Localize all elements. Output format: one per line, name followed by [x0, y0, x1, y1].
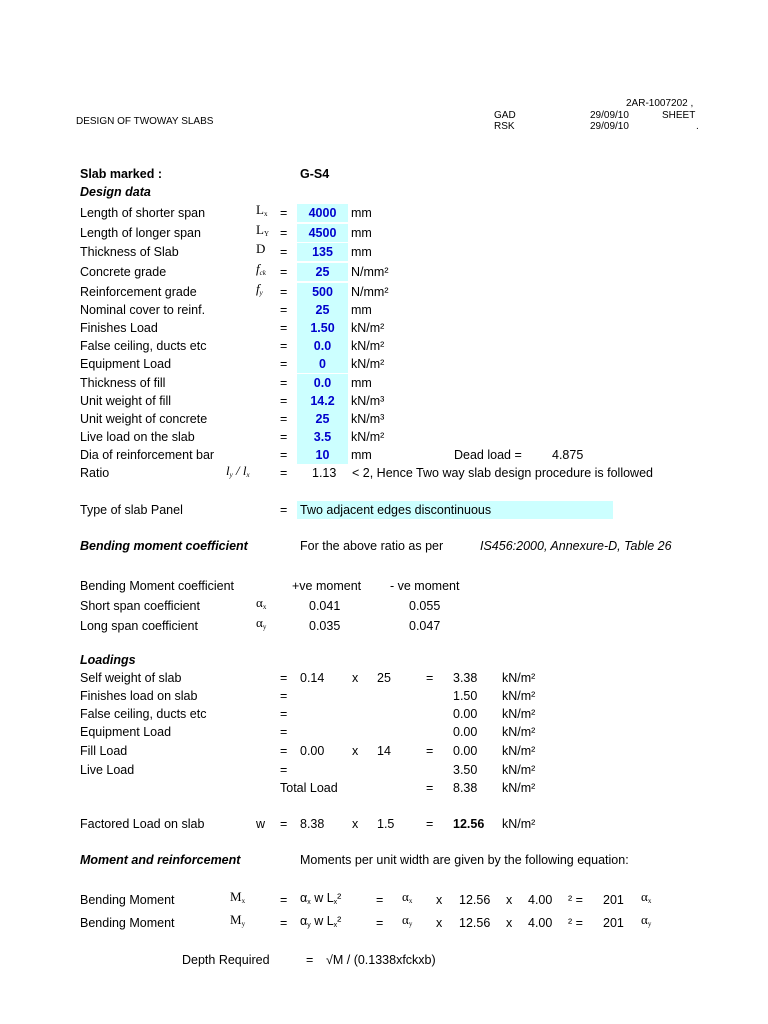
- moment-times-1: x: [436, 893, 443, 907]
- design-row-label: Dia of reinforcement bar: [80, 448, 215, 462]
- moment-symbol: [230, 889, 245, 905]
- design-row-equals: =: [280, 303, 288, 317]
- symbol-subscript: x: [263, 210, 268, 218]
- factored-load-b: 1.5: [377, 817, 395, 831]
- alpha-subscript: x: [408, 897, 413, 905]
- symbol-subscript: y: [259, 289, 263, 297]
- loading-label: Finishes load on slab: [80, 689, 198, 703]
- design-input-cell[interactable]: 3.5: [297, 428, 348, 446]
- coefficient-label: Long span coefficient: [80, 619, 198, 633]
- loading-label: Live Load: [80, 763, 135, 777]
- loading-times: x: [352, 744, 359, 758]
- loading-value: 0.00: [453, 744, 478, 758]
- loading-equals: =: [280, 689, 288, 703]
- design-row-equals: =: [280, 448, 288, 462]
- depth-required-label: Depth Required: [182, 953, 270, 967]
- loading-factor-b: 25: [377, 671, 391, 685]
- loading-unit: kN/m²: [502, 689, 536, 703]
- alpha-main: α: [641, 912, 648, 927]
- loading-factor-a: 0.00: [300, 744, 325, 758]
- depth-required-formula: √M / (0.1338xfckxb): [326, 953, 436, 967]
- factored-load-equals: =: [280, 817, 288, 831]
- loading-times: x: [352, 671, 359, 685]
- design-row-label: Live load on the slab: [80, 430, 195, 444]
- loading-label: Self weight of slab: [80, 671, 182, 685]
- moment-formula: [300, 891, 341, 906]
- alpha-main: α: [402, 889, 409, 904]
- moment-span: 4.00: [528, 916, 553, 930]
- factored-load-symbol: w: [256, 817, 266, 831]
- coefficient-label: Short span coefficient: [80, 599, 200, 613]
- formula-square: ²: [337, 914, 342, 928]
- alpha-main: α: [641, 889, 648, 904]
- moment-equals-2: =: [376, 916, 384, 930]
- total-load-label: Total Load: [280, 781, 338, 795]
- design-row-equals: =: [280, 206, 288, 220]
- design-input-cell[interactable]: 0.0: [297, 374, 348, 392]
- loading-unit: kN/m²: [502, 707, 536, 721]
- design-row-unit: mm: [351, 376, 372, 390]
- symbol-main: D: [256, 241, 266, 256]
- moment-span: 4.00: [528, 893, 553, 907]
- design-row-unit: kN/m²: [351, 357, 385, 371]
- negative-moment-header: - ve moment: [390, 579, 460, 593]
- design-row-unit: mm: [351, 303, 372, 317]
- alpha-symbol: [256, 615, 266, 631]
- moment-subscript: y: [241, 920, 246, 928]
- positive-moment-header: +ve moment: [292, 579, 362, 593]
- alpha-subscript: y: [408, 920, 413, 928]
- design-row-equals: =: [280, 357, 288, 371]
- alpha-main: α: [256, 615, 263, 630]
- moment-alpha: [402, 912, 412, 928]
- moment-times-2: x: [506, 893, 513, 907]
- design-row-label: Thickness of Slab: [80, 245, 179, 259]
- design-row-label: Thickness of fill: [80, 376, 166, 390]
- symbol-subscript: Y: [263, 230, 270, 238]
- positive-coefficient: 0.035: [309, 619, 341, 633]
- reference-number: 2AR-1007202 ,: [626, 98, 694, 109]
- design-row-equals: =: [280, 245, 288, 259]
- factored-load-unit: kN/m²: [502, 817, 536, 831]
- loading-equals-2: =: [426, 671, 434, 685]
- bmc-heading: Bending moment coefficient: [80, 539, 248, 553]
- moment-main: M: [230, 889, 242, 904]
- design-row-unit: mm: [351, 245, 372, 259]
- result-alpha: [641, 889, 651, 905]
- moment-times-2: x: [506, 916, 513, 930]
- panel-type-label: Type of slab Panel: [80, 503, 183, 517]
- moment-formula: [300, 914, 341, 929]
- loading-factor-a: 0.14: [300, 671, 325, 685]
- moment-square-equals: ² =: [568, 916, 583, 930]
- loading-factor-b: 14: [377, 744, 391, 758]
- loading-equals-2: =: [426, 744, 434, 758]
- negative-coefficient: 0.047: [409, 619, 441, 633]
- design-row-label: Nominal cover to reinf.: [80, 303, 206, 317]
- alpha-main: α: [256, 595, 263, 610]
- design-row-unit: kN/m²: [351, 339, 385, 353]
- loadings-heading: Loadings: [80, 653, 136, 667]
- alpha-subscript: x: [262, 603, 267, 611]
- formula-l-subscript: x: [333, 899, 338, 906]
- loading-unit: kN/m²: [502, 671, 536, 685]
- bending-moment-label: Bending Moment: [80, 916, 175, 930]
- moment-subscript: x: [241, 897, 246, 905]
- formula-alpha-subscript: y: [307, 922, 311, 929]
- design-input-cell[interactable]: 4000: [297, 204, 348, 222]
- ratio-note: < 2, Hence Two way slab design procedure is followed: [352, 466, 653, 480]
- loading-equals: =: [280, 671, 288, 685]
- moment-load: 12.56: [459, 916, 491, 930]
- formula-alpha: α: [300, 891, 308, 905]
- design-row-equals: =: [280, 339, 288, 353]
- ratio-equals: =: [280, 466, 288, 480]
- panel-type-value: Two adjacent edges discontinuous: [300, 503, 492, 517]
- design-row-label: Length of longer span: [80, 226, 201, 240]
- sheet-label: SHEET: [662, 110, 696, 121]
- design-row-symbol: [256, 281, 263, 297]
- symbol-main: f: [256, 281, 260, 296]
- design-row-unit: kN/m²: [351, 321, 385, 335]
- design-input-cell[interactable]: 10: [297, 446, 348, 464]
- design-row-label: Unit weight of fill: [80, 394, 172, 408]
- factored-load-times: x: [352, 817, 359, 831]
- alpha-subscript: x: [647, 897, 652, 905]
- document-title: DESIGN OF TWOWAY SLABS: [76, 116, 214, 127]
- moment-heading: Moment and reinforcement: [80, 853, 241, 867]
- moment-times-1: x: [436, 916, 443, 930]
- formula-alpha-subscript: x: [307, 899, 311, 906]
- design-row-label: Length of shorter span: [80, 206, 206, 220]
- design-row-symbol: [256, 261, 266, 277]
- rsk-date: 29/09/10: [590, 121, 629, 132]
- design-row-unit: mm: [351, 448, 372, 462]
- total-load-unit: kN/m²: [502, 781, 536, 795]
- loading-value: 3.50: [453, 763, 478, 777]
- loading-value: 0.00: [453, 707, 478, 721]
- alpha-symbol: [256, 595, 266, 611]
- design-input-cell[interactable]: 0.0: [297, 337, 348, 355]
- design-row-equals: =: [280, 376, 288, 390]
- moment-text: Moments per unit width are given by the following equation:: [300, 853, 629, 867]
- design-input-cell[interactable]: 500: [297, 283, 348, 301]
- rsk-end: .: [696, 121, 699, 132]
- alpha-subscript: y: [262, 623, 267, 631]
- moment-equals-2: =: [376, 893, 384, 907]
- loading-unit: kN/m²: [502, 744, 536, 758]
- positive-coefficient: 0.041: [309, 599, 341, 613]
- design-row-unit: kN/m³: [351, 412, 385, 426]
- ratio-symbol: $l_y / l_x$: [226, 463, 250, 479]
- design-row-equals: =: [280, 265, 288, 279]
- design-input-cell[interactable]: 0: [297, 355, 348, 373]
- alpha-main: α: [402, 912, 409, 927]
- symbol-main: L: [256, 222, 264, 237]
- design-row-equals: =: [280, 226, 288, 240]
- design-row-unit: N/mm²: [351, 265, 389, 279]
- loading-equals: =: [280, 707, 288, 721]
- design-row-label: Equipment Load: [80, 357, 172, 371]
- negative-coefficient: 0.055: [409, 599, 441, 613]
- moment-result: 201: [603, 916, 624, 930]
- formula-alpha: α: [300, 914, 308, 928]
- design-data-heading: Design data: [80, 185, 151, 199]
- result-alpha: [641, 912, 651, 928]
- bending-moment-label: Bending Moment: [80, 893, 175, 907]
- design-row-label: Reinforcement grade: [80, 285, 197, 299]
- design-row-symbol: [256, 241, 265, 257]
- loading-unit: kN/m²: [502, 763, 536, 777]
- design-row-equals: =: [280, 412, 288, 426]
- total-load-equals: =: [426, 781, 434, 795]
- loading-value: 0.00: [453, 725, 478, 739]
- design-row-unit: mm: [351, 206, 372, 220]
- loading-value: 3.38: [453, 671, 478, 685]
- factored-load-a: 8.38: [300, 817, 325, 831]
- loading-label: False ceiling, ducts etc: [80, 707, 207, 721]
- design-row-unit: mm: [351, 226, 372, 240]
- design-row-unit: N/mm²: [351, 285, 389, 299]
- moment-equals: =: [280, 893, 288, 907]
- design-input-cell[interactable]: 25: [297, 263, 348, 281]
- design-row-label: Unit weight of concrete: [80, 412, 208, 426]
- moment-alpha: [402, 889, 412, 905]
- factored-load-value: 12.56: [453, 817, 485, 831]
- dead-load-label: Dead load =: [454, 448, 522, 462]
- design-input-cell[interactable]: 135: [297, 243, 348, 261]
- design-input-cell[interactable]: 4500: [297, 224, 348, 242]
- moment-result: 201: [603, 893, 624, 907]
- loading-label: Fill Load: [80, 744, 128, 758]
- design-input-cell[interactable]: 14.2: [297, 392, 348, 410]
- formula-rest: w L: [310, 891, 334, 905]
- design-input-cell[interactable]: 1.50: [297, 319, 348, 337]
- loading-label: Equipment Load: [80, 725, 172, 739]
- symbol-subscript: ck: [259, 269, 266, 277]
- symbol-main: L: [256, 202, 264, 217]
- design-input-cell[interactable]: 25: [297, 410, 348, 428]
- loading-equals: =: [280, 725, 288, 739]
- design-row-symbol: [256, 202, 267, 218]
- alpha-subscript: y: [647, 920, 652, 928]
- design-row-equals: =: [280, 321, 288, 335]
- ratio-label: Ratio: [80, 466, 110, 480]
- loading-value: 1.50: [453, 689, 478, 703]
- formula-rest: w L: [310, 914, 334, 928]
- panel-type-equals: =: [280, 503, 288, 517]
- design-row-label: Concrete grade: [80, 265, 167, 279]
- gad-date: 29/09/10: [590, 110, 629, 121]
- factored-load-equals-2: =: [426, 817, 434, 831]
- bmc-reference: IS456:2000, Annexure-D, Table 26: [480, 539, 672, 553]
- factored-load-label: Factored Load on slab: [80, 817, 205, 831]
- bmc-text: For the above ratio as per: [300, 539, 444, 553]
- symbol-main: f: [256, 261, 260, 276]
- moment-symbol: [230, 912, 245, 928]
- loading-equals: =: [280, 744, 288, 758]
- design-row-equals: =: [280, 285, 288, 299]
- formula-l-subscript: x: [333, 922, 338, 929]
- slab-marked-label: Slab marked :: [80, 167, 162, 181]
- ratio-value: 1.13: [312, 466, 337, 480]
- design-row-symbol: [256, 222, 269, 238]
- loading-equals: =: [280, 763, 288, 777]
- depth-required-equals: =: [306, 953, 314, 967]
- gad-label: GAD: [494, 110, 516, 121]
- total-load-value: 8.38: [453, 781, 478, 795]
- formula-square: ²: [337, 891, 342, 905]
- design-input-cell[interactable]: 25: [297, 301, 348, 319]
- moment-main: M: [230, 912, 242, 927]
- moment-equals: =: [280, 916, 288, 930]
- design-row-unit: kN/m²: [351, 430, 385, 444]
- design-row-equals: =: [280, 394, 288, 408]
- design-row-equals: =: [280, 430, 288, 444]
- moment-load: 12.56: [459, 893, 491, 907]
- moment-square-equals: ² =: [568, 893, 583, 907]
- bmc-table-label: Bending Moment coefficient: [80, 579, 235, 593]
- slab-marked-value: G-S4: [300, 167, 330, 181]
- design-row-label: False ceiling, ducts etc: [80, 339, 207, 353]
- design-row-unit: kN/m³: [351, 394, 385, 408]
- loading-unit: kN/m²: [502, 725, 536, 739]
- design-row-label: Finishes Load: [80, 321, 158, 335]
- rsk-label: RSK: [494, 121, 515, 132]
- dead-load-value: 4.875: [552, 448, 584, 462]
